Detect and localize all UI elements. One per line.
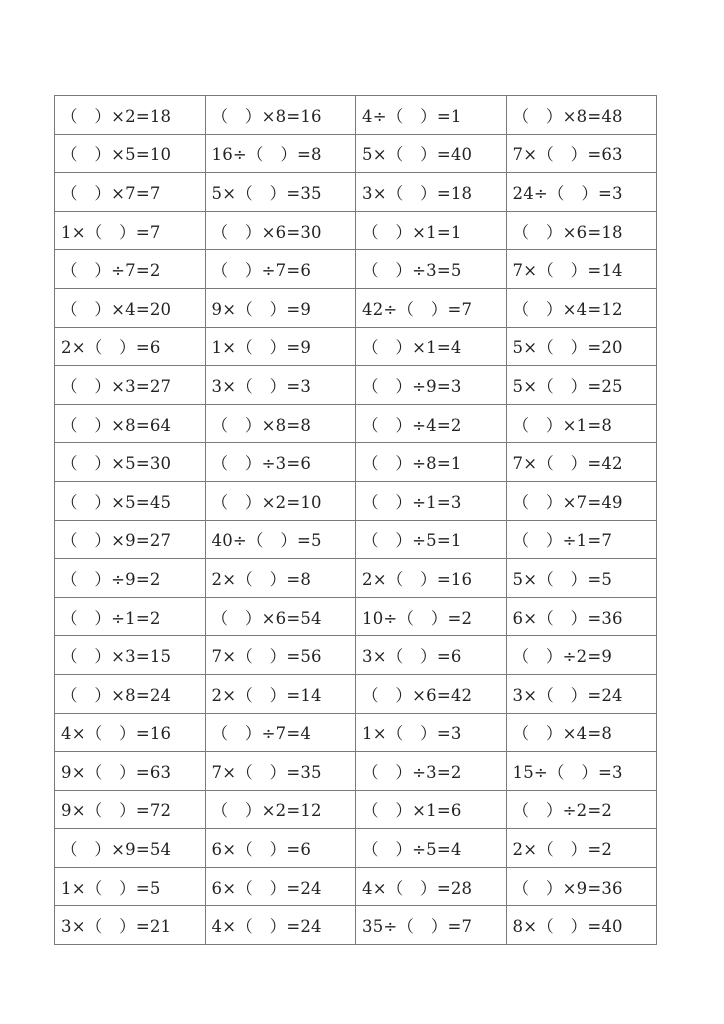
- equation-cell: （ ）×2=12: [205, 790, 356, 829]
- equation-cell: （ ）×1=6: [356, 790, 507, 829]
- equation-cell: 3×（ ）=3: [205, 366, 356, 405]
- arithmetic-worksheet-table: [54, 95, 657, 945]
- equation-cell: 9×（ ）=9: [205, 288, 356, 327]
- equation-cell: 7×（ ）=42: [506, 443, 657, 482]
- worksheet-row: [55, 520, 657, 559]
- equation-cell: 9×（ ）=72: [55, 790, 206, 829]
- worksheet-row: [55, 134, 657, 173]
- equation-cell: （ ）×1=1: [356, 211, 507, 250]
- equation-cell: （ ）×1=4: [356, 327, 507, 366]
- equation-cell: （ ）×4=8: [506, 713, 657, 752]
- equation-cell: （ ）×9=36: [506, 867, 657, 906]
- equation-cell: 40÷（ ）=5: [205, 520, 356, 559]
- worksheet-row: [55, 829, 657, 868]
- equation-cell: 5×（ ）=20: [506, 327, 657, 366]
- equation-cell: （ ）÷2=9: [506, 636, 657, 675]
- equation-cell: 7×（ ）=35: [205, 752, 356, 791]
- equation-cell: （ ）÷5=1: [356, 520, 507, 559]
- worksheet-row: [55, 288, 657, 327]
- worksheet-row: [55, 481, 657, 520]
- equation-cell: 10÷（ ）=2: [356, 597, 507, 636]
- equation-cell: （ ）÷9=2: [55, 559, 206, 598]
- equation-cell: （ ）×9=27: [55, 520, 206, 559]
- equation-cell: 15÷（ ）=3: [506, 752, 657, 791]
- worksheet-row: [55, 790, 657, 829]
- equation-cell: （ ）÷2=2: [506, 790, 657, 829]
- equation-cell: （ ）×8=48: [506, 96, 657, 135]
- equation-cell: 3×（ ）=18: [356, 173, 507, 212]
- equation-cell: （ ）÷4=2: [356, 404, 507, 443]
- worksheet-row: [55, 636, 657, 675]
- equation-cell: 42÷（ ）=7: [356, 288, 507, 327]
- equation-cell: 7×（ ）=56: [205, 636, 356, 675]
- worksheet-row: [55, 906, 657, 945]
- worksheet-row: [55, 211, 657, 250]
- equation-cell: （ ）×8=24: [55, 674, 206, 713]
- equation-cell: 5×（ ）=5: [506, 559, 657, 598]
- equation-cell: （ ）÷7=6: [205, 250, 356, 289]
- equation-cell: 3×（ ）=6: [356, 636, 507, 675]
- equation-cell: （ ）×6=30: [205, 211, 356, 250]
- equation-cell: 5×（ ）=25: [506, 366, 657, 405]
- equation-cell: （ ）×7=49: [506, 481, 657, 520]
- equation-cell: （ ）×5=30: [55, 443, 206, 482]
- equation-cell: （ ）÷3=5: [356, 250, 507, 289]
- equation-cell: 7×（ ）=63: [506, 134, 657, 173]
- equation-cell: （ ）÷9=3: [356, 366, 507, 405]
- equation-cell: 8×（ ）=40: [506, 906, 657, 945]
- equation-cell: 24÷（ ）=3: [506, 173, 657, 212]
- worksheet-row: [55, 674, 657, 713]
- worksheet-body: [55, 96, 657, 945]
- worksheet-row: [55, 404, 657, 443]
- equation-cell: （ ）×6=18: [506, 211, 657, 250]
- equation-cell: （ ）×8=64: [55, 404, 206, 443]
- equation-cell: （ ）÷7=2: [55, 250, 206, 289]
- equation-cell: 6×（ ）=24: [205, 867, 356, 906]
- equation-cell: 9×（ ）=63: [55, 752, 206, 791]
- worksheet-row: [55, 713, 657, 752]
- equation-cell: （ ）×6=54: [205, 597, 356, 636]
- equation-cell: 5×（ ）=40: [356, 134, 507, 173]
- equation-cell: （ ）×7=7: [55, 173, 206, 212]
- equation-cell: 4÷（ ）=1: [356, 96, 507, 135]
- equation-cell: 1×（ ）=3: [356, 713, 507, 752]
- equation-cell: （ ）÷8=1: [356, 443, 507, 482]
- equation-cell: 3×（ ）=24: [506, 674, 657, 713]
- equation-cell: （ ）×3=27: [55, 366, 206, 405]
- equation-cell: （ ）×3=15: [55, 636, 206, 675]
- equation-cell: （ ）×2=18: [55, 96, 206, 135]
- equation-cell: 6×（ ）=36: [506, 597, 657, 636]
- equation-cell: （ ）×1=8: [506, 404, 657, 443]
- equation-cell: （ ）÷1=2: [55, 597, 206, 636]
- equation-cell: （ ）×8=8: [205, 404, 356, 443]
- equation-cell: 2×（ ）=16: [356, 559, 507, 598]
- equation-cell: 7×（ ）=14: [506, 250, 657, 289]
- equation-cell: （ ）÷1=7: [506, 520, 657, 559]
- equation-cell: 35÷（ ）=7: [356, 906, 507, 945]
- equation-cell: （ ）×4=20: [55, 288, 206, 327]
- worksheet-row: [55, 366, 657, 405]
- equation-cell: 3×（ ）=21: [55, 906, 206, 945]
- equation-cell: （ ）×5=10: [55, 134, 206, 173]
- equation-cell: （ ）×4=12: [506, 288, 657, 327]
- equation-cell: （ ）×9=54: [55, 829, 206, 868]
- equation-cell: 2×（ ）=14: [205, 674, 356, 713]
- equation-cell: 1×（ ）=7: [55, 211, 206, 250]
- worksheet-row: [55, 443, 657, 482]
- worksheet-row: [55, 327, 657, 366]
- equation-cell: （ ）÷7=4: [205, 713, 356, 752]
- equation-cell: （ ）÷1=3: [356, 481, 507, 520]
- worksheet-row: [55, 559, 657, 598]
- equation-cell: 1×（ ）=5: [55, 867, 206, 906]
- equation-cell: 2×（ ）=8: [205, 559, 356, 598]
- equation-cell: 4×（ ）=28: [356, 867, 507, 906]
- equation-cell: 6×（ ）=6: [205, 829, 356, 868]
- worksheet-row: [55, 867, 657, 906]
- equation-cell: 16÷（ ）=8: [205, 134, 356, 173]
- worksheet-row: [55, 96, 657, 135]
- equation-cell: （ ）×8=16: [205, 96, 356, 135]
- worksheet-row: [55, 597, 657, 636]
- worksheet-row: [55, 752, 657, 791]
- equation-cell: 2×（ ）=6: [55, 327, 206, 366]
- equation-cell: （ ）÷3=6: [205, 443, 356, 482]
- equation-cell: （ ）÷5=4: [356, 829, 507, 868]
- equation-cell: （ ）×2=10: [205, 481, 356, 520]
- equation-cell: （ ）÷3=2: [356, 752, 507, 791]
- equation-cell: 5×（ ）=35: [205, 173, 356, 212]
- equation-cell: 4×（ ）=16: [55, 713, 206, 752]
- worksheet-row: [55, 250, 657, 289]
- equation-cell: 2×（ ）=2: [506, 829, 657, 868]
- equation-cell: （ ）×6=42: [356, 674, 507, 713]
- equation-cell: 4×（ ）=24: [205, 906, 356, 945]
- equation-cell: 1×（ ）=9: [205, 327, 356, 366]
- equation-cell: （ ）×5=45: [55, 481, 206, 520]
- worksheet-row: [55, 173, 657, 212]
